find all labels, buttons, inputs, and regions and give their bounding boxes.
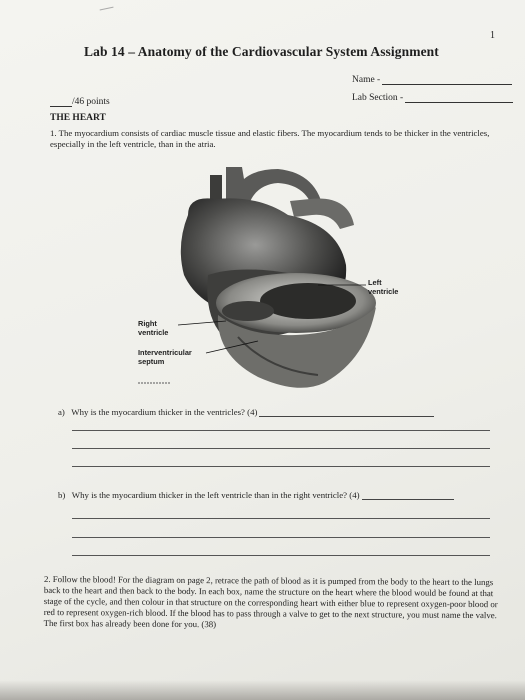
name-line[interactable] (382, 84, 512, 85)
right-ventricle-cavity (222, 301, 274, 321)
points-field (50, 97, 110, 107)
answer-b-line-1[interactable] (362, 499, 454, 500)
question-b-text: b) Why is the myocardium thicker in the left ventricle than in the right ventricle? (4) (58, 490, 360, 500)
points-blank[interactable] (50, 106, 72, 107)
answer-a-line-2[interactable] (72, 430, 490, 431)
left-ventricle-cavity (260, 283, 356, 319)
question-1-text: 1. The myocardium consists of cardiac muscle tissue and elastic fibers. The myocardium tends to be thicker in the ventricles, especially in the left ventricle, than in the atria. (50, 128, 490, 149)
pen-mark (100, 7, 115, 15)
section-heading: THE HEART (50, 113, 106, 123)
points-label: /46 points (72, 97, 110, 107)
answer-a-line-3[interactable] (72, 448, 490, 449)
answer-b-line-4[interactable] (72, 555, 490, 556)
page-number: 1 (490, 30, 495, 41)
lab-section-line[interactable] (405, 102, 513, 103)
name-field (352, 75, 512, 85)
label-right-ventricle: Right ventricle (138, 319, 169, 337)
page-title: Lab 14 – Anatomy of the Cardiovascular System Assignment (84, 44, 439, 59)
lab-section-field (352, 93, 513, 103)
page-bottom-shadow (0, 680, 525, 700)
answer-a-line-1[interactable] (259, 416, 434, 417)
question-a (58, 407, 434, 417)
question-2-text: 2. Follow the blood! For the diagram on page 2, retrace the path of blood as it is pumped from the body to the heart to the lungs back to the heart and then back to the body. In each box, name the structure on the heart where the blood would be found at that stage of the cycle, and then colour in that structure on the corresponding heart with either blue to represent oxygen-poor blood or red to represent oxygen-rich blood. If the blood has to pass through a valve to get to the next structure, you must name the valve. The first box has already been done for you. (38) (43, 574, 498, 630)
name-label: Name - (352, 75, 381, 85)
lab-section-label: Lab Section - (352, 93, 404, 103)
answer-b-line-3[interactable] (72, 537, 490, 538)
answer-b-line-2[interactable] (72, 518, 490, 519)
question-b (58, 490, 454, 500)
label-left-ventricle: Left ventricle (368, 278, 399, 296)
question-a-text: a) Why is the myocardium thicker in the ventricles? (4) (58, 407, 258, 417)
label-interventricular-septum: Interventricular septum (138, 348, 192, 366)
answer-a-line-4[interactable] (72, 466, 490, 467)
